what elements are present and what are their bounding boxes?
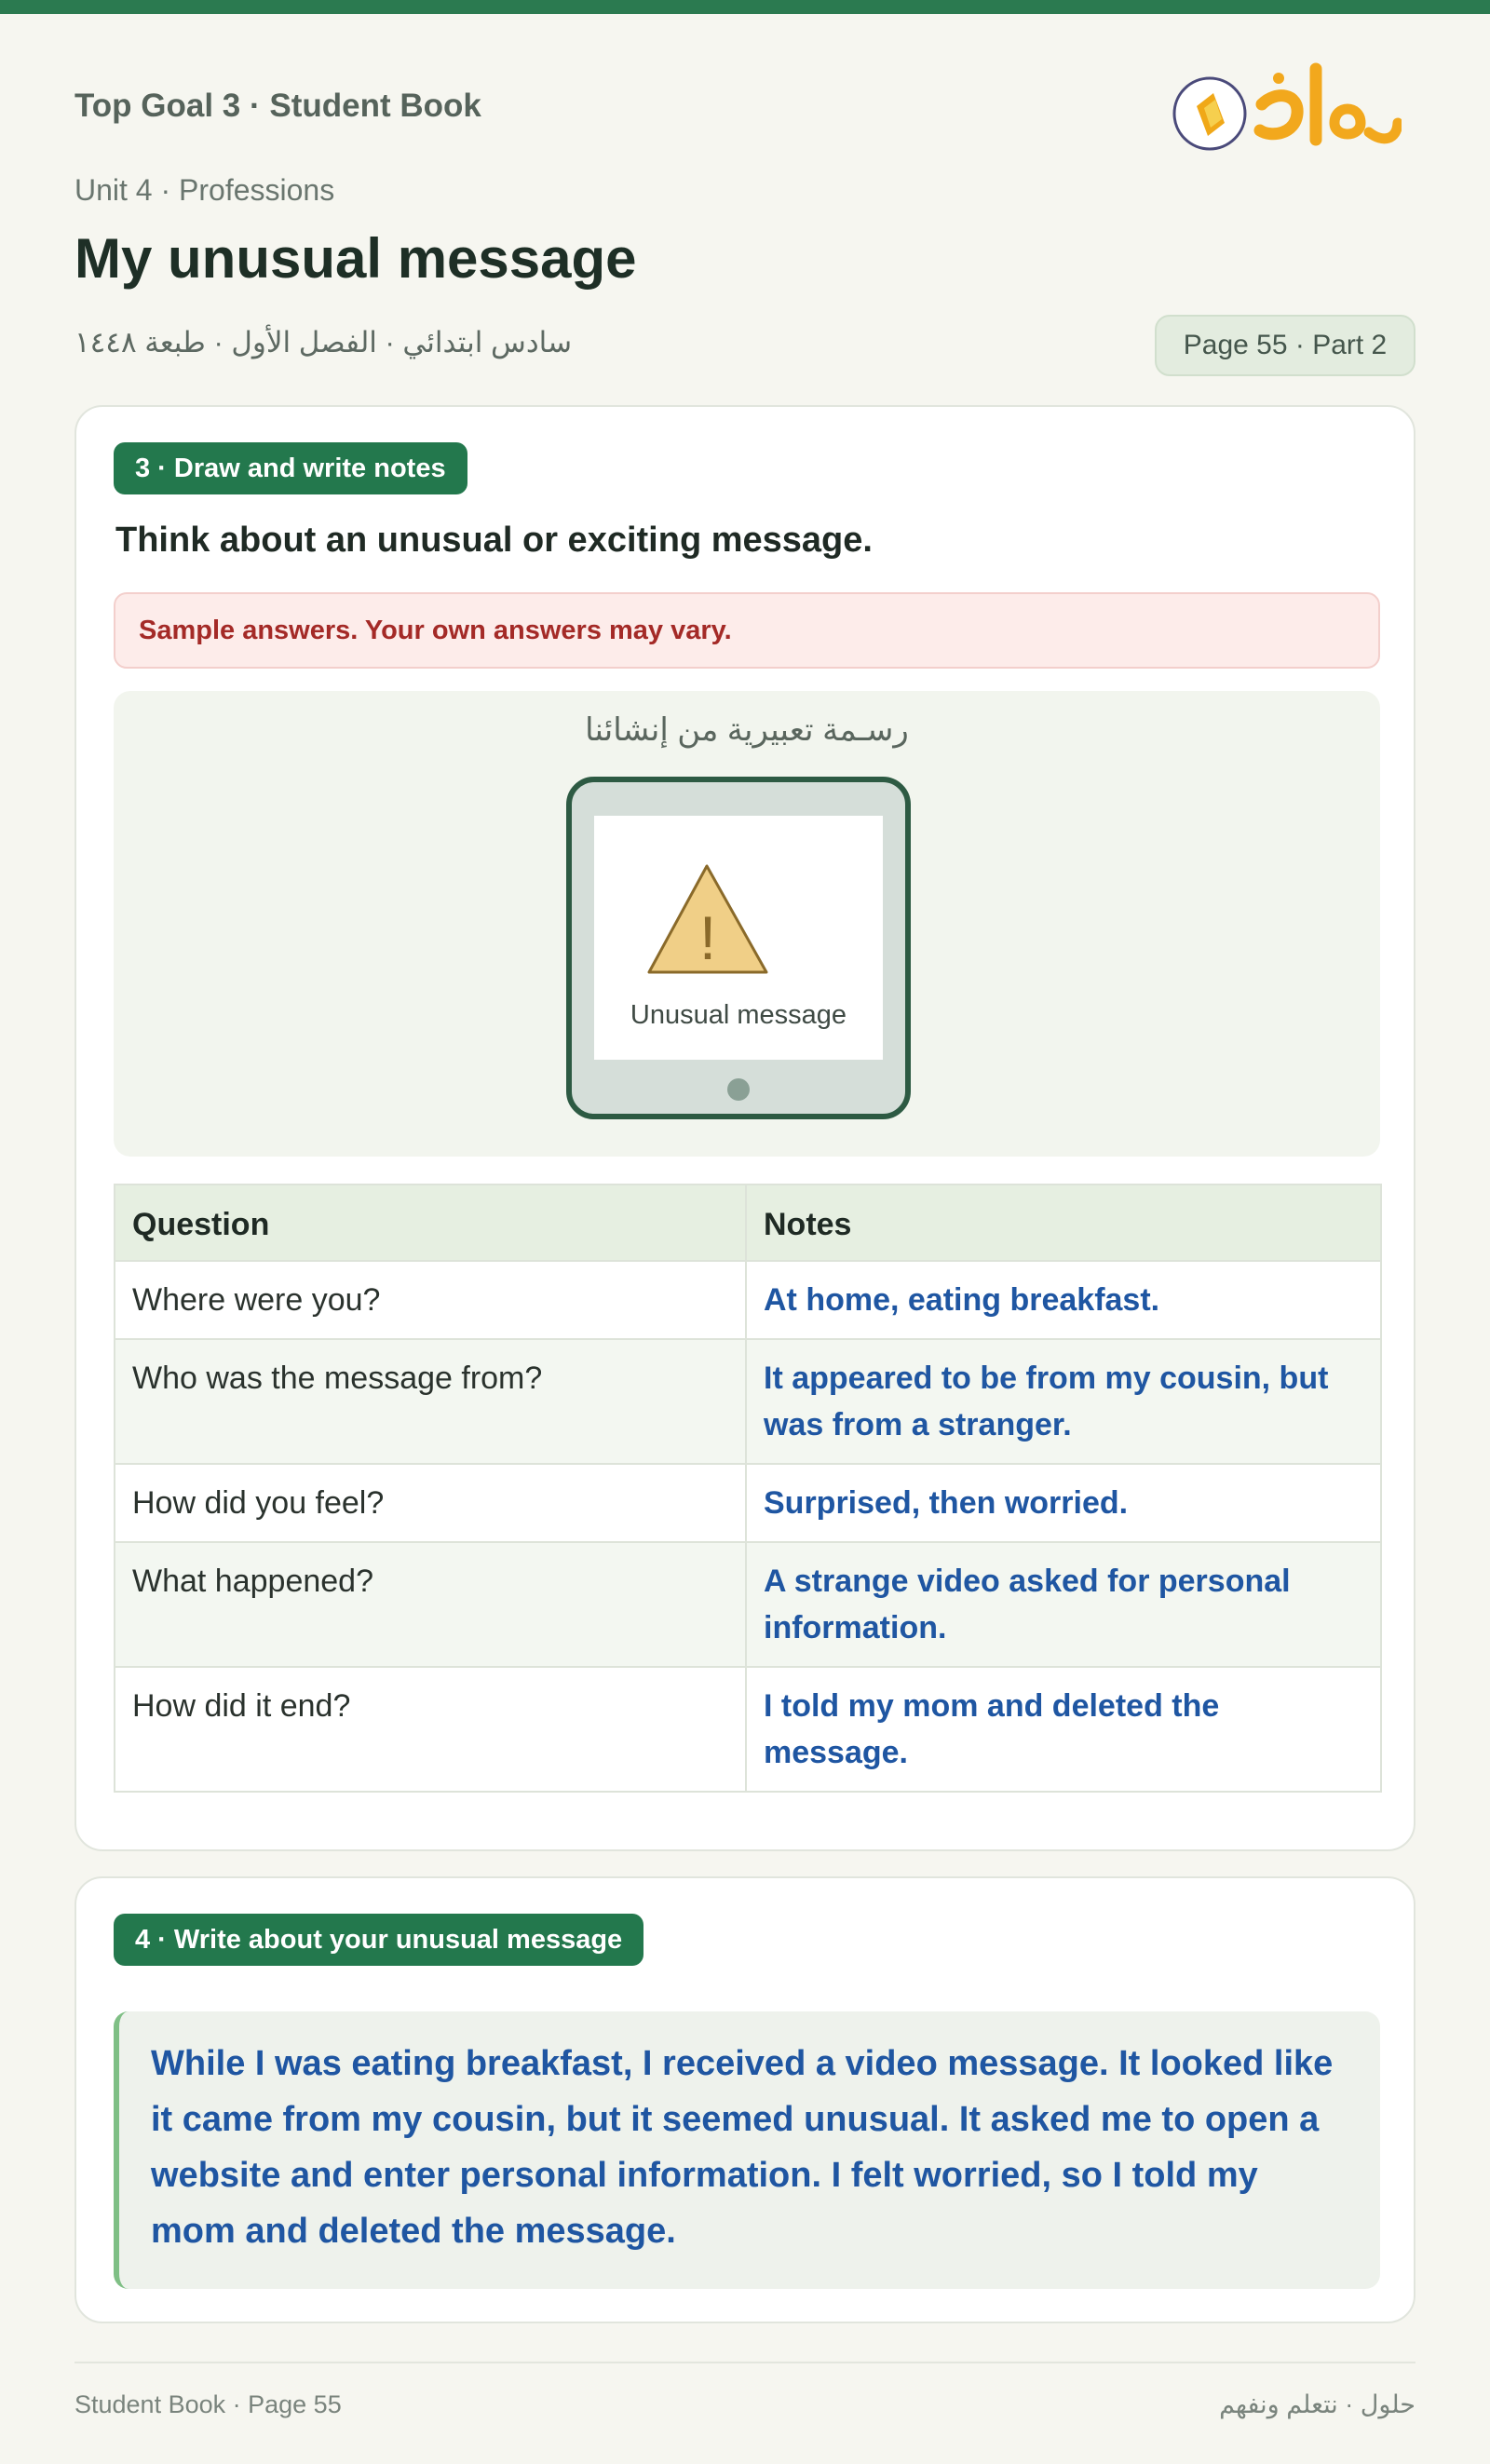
section-3-label: 3 · Draw and write notes — [114, 442, 467, 494]
question-cell: How did it end? — [115, 1667, 746, 1792]
section-4-label: 4 · Write about your unusual message — [114, 1914, 643, 1966]
warning-icon — [645, 859, 832, 989]
footer-divider — [74, 2362, 1416, 2363]
hulool-logo — [1169, 58, 1402, 160]
footer-page-label: Student Book · Page 55 — [74, 2390, 342, 2418]
section-3-card — [74, 405, 1416, 1851]
tablet-screen — [594, 816, 883, 1060]
note-cell: At home, eating breakfast. — [746, 1261, 1381, 1339]
table-row — [115, 1542, 1381, 1667]
warning-glyph: ! — [698, 903, 717, 972]
unit-label: Unit 4 · Professions — [74, 173, 335, 207]
top-accent-bar — [0, 0, 1490, 14]
page-badge: Page 55 · Part 2 — [1155, 315, 1416, 376]
tablet-home-button — [727, 1078, 750, 1101]
footer-tagline: حلول · نتعلم ونفهم — [1219, 2390, 1416, 2418]
notes-table — [114, 1184, 1382, 1793]
table-row — [115, 1464, 1381, 1542]
sample-answers-alert: Sample answers. Your own answers may vary. — [114, 592, 1380, 669]
question-cell: What happened? — [115, 1542, 746, 1667]
drawing-caption: رسـمة تعبيرية من إنشائنا — [585, 712, 909, 748]
book-title: Top Goal 3 · Student Book — [74, 88, 481, 124]
table-header-row — [115, 1185, 1381, 1261]
table-row — [115, 1261, 1381, 1339]
table-row — [115, 1667, 1381, 1792]
page-title: My unusual message — [74, 227, 637, 290]
table-row — [115, 1339, 1381, 1464]
note-cell: Surprised, then worried. — [746, 1464, 1381, 1542]
note-cell: I told my mom and deleted the message. — [746, 1667, 1381, 1792]
question-cell: Where were you? — [115, 1261, 746, 1339]
header-question: Question — [115, 1185, 746, 1261]
section-3-prompt: Think about an unusual or exciting message. — [115, 521, 873, 560]
drawing-area — [114, 691, 1380, 1157]
header-notes: Notes — [746, 1185, 1381, 1261]
screen-label: Unusual message — [630, 1000, 847, 1030]
note-cell: A strange video asked for personal information. — [746, 1542, 1381, 1667]
question-cell: Who was the message from? — [115, 1339, 746, 1464]
arabic-subtitle: سادس ابتدائي · الفصل الأول · طبعة ١٤٤٨ — [74, 326, 573, 359]
model-paragraph: While I was eating breakfast, I received a video message. It looked like it came from my cousin, but it seemed unusual. It asked me to open a website and enter personal information. I felt worried, so I told my mom and deleted the message. — [114, 2011, 1380, 2289]
note-cell: It appeared to be from my cousin, but was from a stranger. — [746, 1339, 1381, 1464]
question-cell: How did you feel? — [115, 1464, 746, 1542]
section-4-card — [74, 1876, 1416, 2323]
tablet-icon — [566, 777, 911, 1119]
